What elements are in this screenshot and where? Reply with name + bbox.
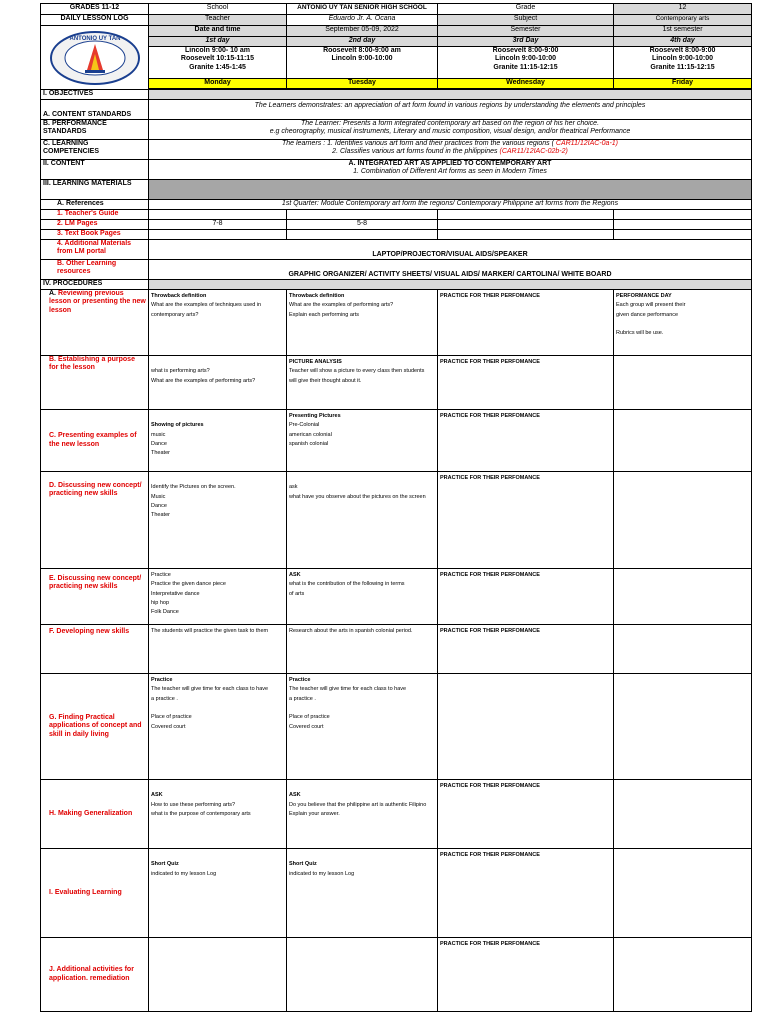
day-4-label: 4th day (614, 37, 752, 47)
procedure-d-tue: ask what have you observe about the pictures on the screen (287, 472, 438, 569)
materials-band (149, 180, 752, 200)
procedure-e-mon: Practice Practice the given dance piece Interpretative dance hip hop Folk Dance (149, 569, 287, 625)
procedure-h-wed: PRACTICE FOR THEIR PERFOMANCE (438, 780, 614, 849)
objectives-label: I. OBJECTIVES (41, 90, 149, 100)
procedure-row-b (41, 356, 752, 410)
teachers-guide-label: 1. Teacher's Guide (41, 210, 149, 220)
procedure-c-fri (614, 410, 752, 472)
day-4-schedule: Roosevelt 8:00-9:00 Lincoln 9:00-10:00 Granite 11:15-12:15 (614, 47, 752, 79)
procedure-g-mon: Practice The teacher will give time for each class to have a practice . Place of practice Covered court (149, 674, 287, 780)
grade-label: Grade (438, 4, 614, 15)
subject-value: Contemporary arts (614, 15, 752, 26)
procedure-h-fri (614, 780, 752, 849)
procedure-j-label: J. Additional activities for application. remediation (41, 938, 149, 1012)
day-3-label: 3rd Day (438, 37, 614, 47)
procedure-j-fri (614, 938, 752, 1012)
competencies-label: C. LEARNING COMPETENCIES (41, 140, 149, 160)
content-standards-label: A. CONTENT STANDARDS (41, 100, 149, 120)
procedure-a-label: A. Reviewing previous lesson or presenting the new lesson (41, 290, 149, 356)
procedure-g-wed (438, 674, 614, 780)
procedure-e-fri (614, 569, 752, 625)
weekday-wednesday: Wednesday (438, 79, 614, 89)
procedure-row-d (41, 472, 752, 569)
procedure-f-mon: The students will practice the given task to them (149, 625, 287, 674)
procedure-h-label: H. Making Generalization (41, 780, 149, 849)
procedure-f-wed: PRACTICE FOR THEIR PERFOMANCE (438, 625, 614, 674)
procedure-c-wed: PRACTICE FOR THEIR PERFOMANCE (438, 410, 614, 472)
date-label: Date and time (149, 26, 287, 37)
content-label: II. CONTENT (41, 160, 149, 180)
semester-value: 1st semester (614, 26, 752, 37)
school-value: ANTONIO UY TAN SENIOR HIGH SCHOOL (287, 4, 438, 15)
procedure-g-label: G. Finding Practical applications of concept and skill in daily living (41, 674, 149, 780)
teacher-label: Teacher (149, 15, 287, 26)
lm-pages-fri (614, 220, 752, 230)
procedure-j-tue (287, 938, 438, 1012)
procedure-i-tue: Short Quiz indicated to my lesson Log (287, 849, 438, 938)
tb-fri (614, 230, 752, 240)
procedure-d-mon: Identify the Pictures on the screen. Music Dance Theater (149, 472, 287, 569)
performance-standards-text: The Learner: Presents a form integrated contemporary art based on the region of his her choice. e.g cheorography, musical instruments, Literary and music composition, visual design, and/or theatrical Performance (149, 120, 752, 140)
day-1-schedule: Lincoln 9:00- 10 am Roosevelt 10:15-11:15 Granite 1:45-1:45 (149, 47, 287, 79)
procedure-d-wed: PRACTICE FOR THEIR PERFOMANCE (438, 472, 614, 569)
school-seal-icon (47, 30, 143, 86)
content-standards-text: The Learners demonstrates: an appreciation of art form found in various regions by understanding the elements and principles (149, 100, 752, 120)
references-text: 1st Quarter: Module Contemporary art form the regions/ Contemporary Philippine art forms from the Regions (149, 200, 752, 210)
procedures-label: IV. PROCEDURES (41, 280, 149, 290)
procedure-b-mon: what is performing arts? What are the examples of performing arts? (149, 356, 287, 410)
grade-value: 12 (614, 4, 752, 15)
procedure-b-tue: PICTURE ANALYSIS Teacher will show a picture to every class then students will give their thought about it. (287, 356, 438, 410)
procedure-e-label: E. Discussing new concept/ practicing new skills (41, 569, 149, 625)
textbook-pages-label: 3. Text Book Pages (41, 230, 149, 240)
procedure-b-wed: PRACTICE FOR THEIR PERFOMANCE (438, 356, 614, 410)
day-2-schedule: Roosevelt 8:00-9:00 am Lincoln 9:00-10:00 (287, 47, 438, 79)
procedure-d-fri (614, 472, 752, 569)
log-title: DAILY LESSON LOG (41, 15, 149, 26)
procedure-c-mon: Showing of pictures music Dance Theater (149, 410, 287, 472)
procedure-g-tue: Practice The teacher will give time for each class to have a practice . Place of practice Covered court (287, 674, 438, 780)
procedure-row-c (41, 410, 752, 472)
other-resources-label: B. Other Learning resources (41, 260, 149, 280)
tb-wed (438, 230, 614, 240)
procedure-a-fri: PERFORMANCE DAY Each group will present their given dance performance Rubrics will be use. (614, 290, 752, 356)
semester-label: Semester (438, 26, 614, 37)
procedure-row-i (41, 849, 752, 938)
other-resources-text: GRAPHIC ORGANIZER/ ACTIVITY SHEETS/ VISUAL AIDS/ MARKER/ CARTOLINA/ WHITE BOARD (149, 260, 752, 280)
procedure-i-fri (614, 849, 752, 938)
procedure-row-j (41, 938, 752, 1012)
weekday-monday: Monday (149, 79, 287, 89)
tg-fri (614, 210, 752, 220)
lm-pages-mon: 7-8 (149, 220, 287, 230)
tb-tue (287, 230, 438, 240)
tb-mon (149, 230, 287, 240)
procedure-a-wed: PRACTICE FOR THEIR PERFOMANCE (438, 290, 614, 356)
lm-pages-wed (438, 220, 614, 230)
procedure-a-tue: Throwback definition What are the examples of performing arts? Explain each performing arts (287, 290, 438, 356)
procedures-band (149, 280, 752, 290)
procedure-f-fri (614, 625, 752, 674)
day-1-label: 1st day (149, 37, 287, 47)
tg-wed (438, 210, 614, 220)
procedure-g-fri (614, 674, 752, 780)
objectives-band (149, 90, 752, 100)
tg-mon (149, 210, 287, 220)
procedure-row-e (41, 569, 752, 625)
procedure-b-label: B. Establishing a purpose for the lesson (41, 356, 149, 410)
procedure-b-fri (614, 356, 752, 410)
procedure-row-h (41, 780, 752, 849)
procedure-e-wed: PRACTICE FOR THEIR PERFOMANCE (438, 569, 614, 625)
tg-tue (287, 210, 438, 220)
procedure-row-a (41, 290, 752, 356)
grades-label: GRADES 11-12 (41, 4, 149, 15)
procedure-row-g (41, 674, 752, 780)
lm-pages-tue: 5-8 (287, 220, 438, 230)
weekday-friday: Friday (614, 79, 752, 89)
materials-label: III. LEARNING MATERIALS (41, 180, 149, 200)
additional-materials-label: 4. Additional Materials from LM portal (41, 240, 149, 260)
procedure-e-tue: ASK what is the contribution of the following in terms of arts (287, 569, 438, 625)
content-text: A. INTEGRATED ART AS APPLIED TO CONTEMPORARY ART 1. Combination of Different Art forms as seen in Modern Times (149, 160, 752, 180)
procedure-h-mon: ASK How to use these performing arts? what is the purpose of contemporary arts (149, 780, 287, 849)
competencies-text: The learners : 1. Identifies various art form and their practices from the various regions ( CAR11/12IAC-0a-1) 2. Classifies various art forms found in the philippines (CAR11/12IAC-02b-2) (149, 140, 752, 160)
lesson-log-table (40, 3, 752, 1012)
procedure-j-wed: PRACTICE FOR THEIR PERFOMANCE (438, 938, 614, 1012)
subject-label: Subject (438, 15, 614, 26)
school-label: School (149, 4, 287, 15)
school-logo-cell (41, 26, 149, 90)
weekday-tuesday: Tuesday (287, 79, 438, 89)
procedure-f-tue: Research about the arts in spanish colonial period. (287, 625, 438, 674)
seal-text: ANTONIO UY TAN (68, 35, 121, 42)
procedure-f-label: F. Developing new skills (41, 625, 149, 674)
performance-standards-label: B. PERFORMANCE STANDARDS (41, 120, 149, 140)
lm-pages-label: 2. LM Pages (41, 220, 149, 230)
procedure-a-mon: Throwback definition What are the examples of techniques used in contemporary arts? (149, 290, 287, 356)
procedure-d-label: D. Discussing new concept/ practicing new skills (41, 472, 149, 569)
procedure-i-mon: Short Quiz indicated to my lesson Log (149, 849, 287, 938)
procedure-c-tue: Presenting Pictures Pre-Colonial american colonial spanish colonial (287, 410, 438, 472)
date-value: September 05-09, 2022 (287, 26, 438, 37)
procedure-i-label: I. Evaluating Learning (41, 849, 149, 938)
additional-materials-text: LAPTOP/PROJECTOR/VISUAL AIDS/SPEAKER (149, 240, 752, 260)
procedure-j-mon (149, 938, 287, 1012)
procedure-h-tue: ASK Do you believe that the philippine art is authentic Filipino Explain your answer. (287, 780, 438, 849)
teacher-value: Eduardo Jr. A. Ocana (287, 15, 438, 26)
procedure-c-label: C. Presenting examples of the new lesson (41, 410, 149, 472)
procedure-row-f (41, 625, 752, 674)
procedure-i-wed: PRACTICE FOR THEIR PERFOMANCE (438, 849, 614, 938)
references-label: A. References (41, 200, 149, 210)
day-2-label: 2nd day (287, 37, 438, 47)
daily-lesson-log-sheet (40, 3, 751, 1012)
day-3-schedule: Roosevelt 8:00-9:00 Lincoln 9:00-10:00 Granite 11:15-12:15 (438, 47, 614, 79)
